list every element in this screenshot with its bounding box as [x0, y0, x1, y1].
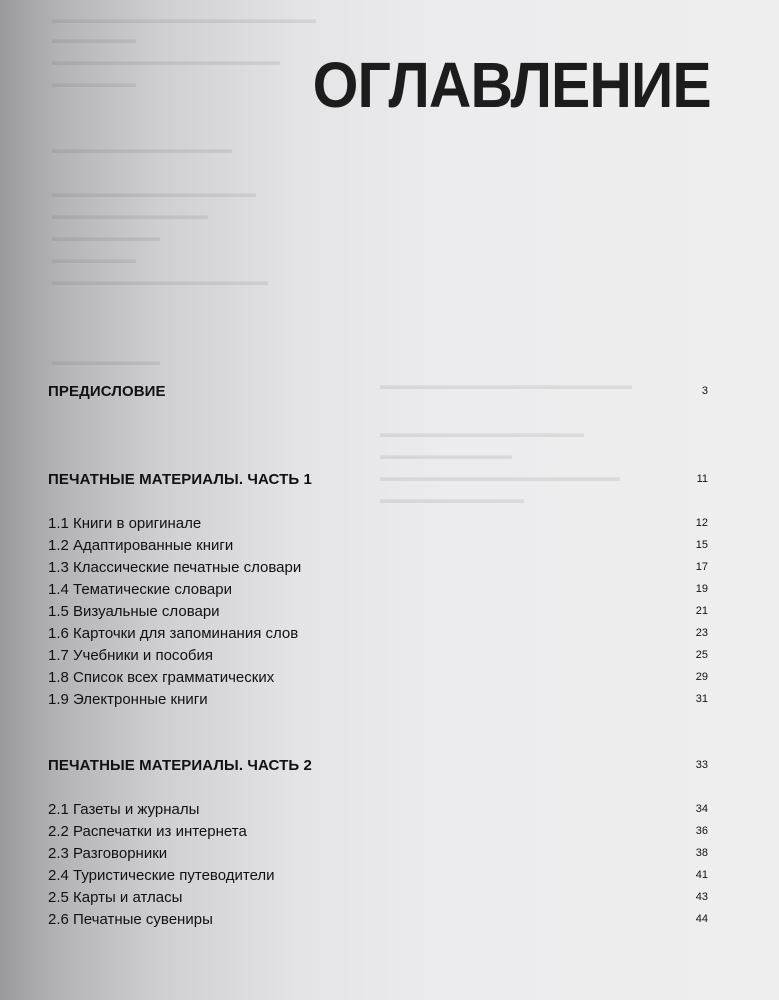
bleed-through-line: ▬▬▬▬▬▬▬▬▬▬▬▬▬	[52, 208, 208, 222]
toc-section-part2[interactable]	[48, 757, 708, 777]
toc-item-label: 2.5 Карты и атласы	[48, 889, 183, 906]
toc-item[interactable]	[48, 889, 708, 909]
toc-page-number: 36	[695, 825, 708, 837]
toc-item[interactable]	[48, 669, 708, 689]
toc-page-number: 11	[696, 473, 708, 485]
toc-page-number: 21	[695, 605, 708, 617]
bleed-through-line: ▬▬▬▬▬▬▬▬▬▬▬▬▬▬▬▬▬	[52, 186, 256, 200]
toc-item-label: 1.1 Книги в оригинале	[48, 515, 202, 532]
toc-item-label: 1.7 Учебники и пособия	[48, 647, 214, 664]
page-title: ОГЛАВЛЕНИЕ	[312, 49, 711, 121]
toc-page-number: 38	[695, 847, 708, 859]
toc-page-number: 29	[695, 671, 708, 683]
toc-item[interactable]	[48, 867, 708, 887]
toc-section-part1[interactable]	[48, 471, 708, 491]
toc-page-number: 31	[695, 693, 708, 705]
bleed-through-line: ▬▬▬▬▬▬▬▬▬▬▬▬▬▬▬▬▬▬▬▬▬▬	[52, 12, 316, 26]
bleed-through-line: ▬▬▬▬▬▬▬▬▬▬▬▬▬▬▬▬▬▬▬▬	[380, 470, 620, 484]
toc-item-label: 2.2 Распечатки из интернета	[48, 823, 247, 840]
toc-item-label: 1.2 Адаптированные книги	[48, 537, 234, 554]
bleed-through-line: ▬▬▬▬▬▬▬▬▬▬▬▬▬▬▬▬▬▬	[52, 274, 268, 288]
toc-item[interactable]	[48, 691, 708, 711]
toc-item-label: 2.6 Печатные сувениры	[48, 911, 213, 928]
toc-item[interactable]	[48, 801, 708, 821]
toc-item[interactable]	[48, 625, 708, 645]
toc-item-label: 1.8 Список всех грамматических	[48, 669, 275, 686]
bleed-through-line: ▬▬▬▬▬▬▬	[52, 32, 136, 46]
toc-item-label: 2.4 Туристические путеводители	[48, 867, 275, 884]
bleed-through-line: ▬▬▬▬▬▬▬▬▬▬▬▬▬▬▬	[52, 142, 232, 156]
toc-item[interactable]	[48, 911, 708, 931]
bleed-through-line: ▬▬▬▬▬▬▬	[52, 76, 136, 90]
toc-item[interactable]	[48, 515, 708, 535]
toc-page-number: 33	[695, 759, 708, 771]
bleed-through-line: ▬▬▬▬▬▬▬▬▬	[52, 230, 160, 244]
toc-page-number: 34	[695, 803, 708, 815]
toc-item[interactable]	[48, 845, 708, 865]
toc-item-label: 2.1 Газеты и журналы	[48, 801, 200, 818]
toc-page-number: 25	[695, 649, 708, 661]
toc-page-number: 41	[695, 869, 708, 881]
bleed-through-line: ▬▬▬▬▬▬▬▬▬▬▬▬▬▬▬▬▬▬▬	[52, 54, 280, 68]
bleed-through-line: ▬▬▬▬▬▬▬▬▬▬▬▬▬▬▬▬▬▬▬▬▬	[380, 378, 632, 392]
toc-page-number: 12	[695, 517, 708, 529]
toc-page-number: 43	[695, 891, 708, 903]
toc-section-label: ПРЕДИСЛОВИЕ	[48, 383, 166, 400]
toc-item-label: 1.5 Визуальные словари	[48, 603, 220, 620]
toc-page-number: 19	[695, 583, 708, 595]
toc-item-label: 1.3 Классические печатные словари	[48, 559, 302, 576]
toc-section-label: ПЕЧАТНЫЕ МАТЕРИАЛЫ. ЧАСТЬ 1	[48, 471, 312, 488]
bleed-through-line: ▬▬▬▬▬▬▬▬▬▬▬▬	[380, 492, 524, 506]
toc-page-number: 3	[701, 385, 708, 397]
toc-item-label: 1.4 Тематические словари	[48, 581, 232, 598]
toc-page-number: 23	[695, 627, 708, 639]
toc-item[interactable]	[48, 559, 708, 579]
toc-item[interactable]	[48, 581, 708, 601]
toc-item[interactable]	[48, 603, 708, 623]
bleed-through-line: ▬▬▬▬▬▬▬	[52, 252, 136, 266]
bleed-through-line: ▬▬▬▬▬▬▬▬▬▬▬▬▬▬▬▬▬	[380, 426, 584, 440]
toc-section-label: ПЕЧАТНЫЕ МАТЕРИАЛЫ. ЧАСТЬ 2	[48, 757, 312, 774]
toc-item[interactable]	[48, 537, 708, 557]
toc-page-number: 15	[695, 539, 708, 551]
toc-section-preface[interactable]	[48, 383, 708, 403]
bleed-through-line: ▬▬▬▬▬▬▬▬▬	[52, 354, 160, 368]
toc-item[interactable]	[48, 647, 708, 667]
toc-item-label: 2.3 Разговорники	[48, 845, 168, 862]
toc-page-number: 17	[695, 561, 708, 573]
toc-item-label: 1.6 Карточки для запоминания слов	[48, 625, 299, 642]
toc-item-label: 1.9 Электронные книги	[48, 691, 208, 708]
toc-page-number: 44	[695, 913, 708, 925]
toc-item[interactable]	[48, 823, 708, 843]
bleed-through-line: ▬▬▬▬▬▬▬▬▬▬▬	[380, 448, 512, 462]
